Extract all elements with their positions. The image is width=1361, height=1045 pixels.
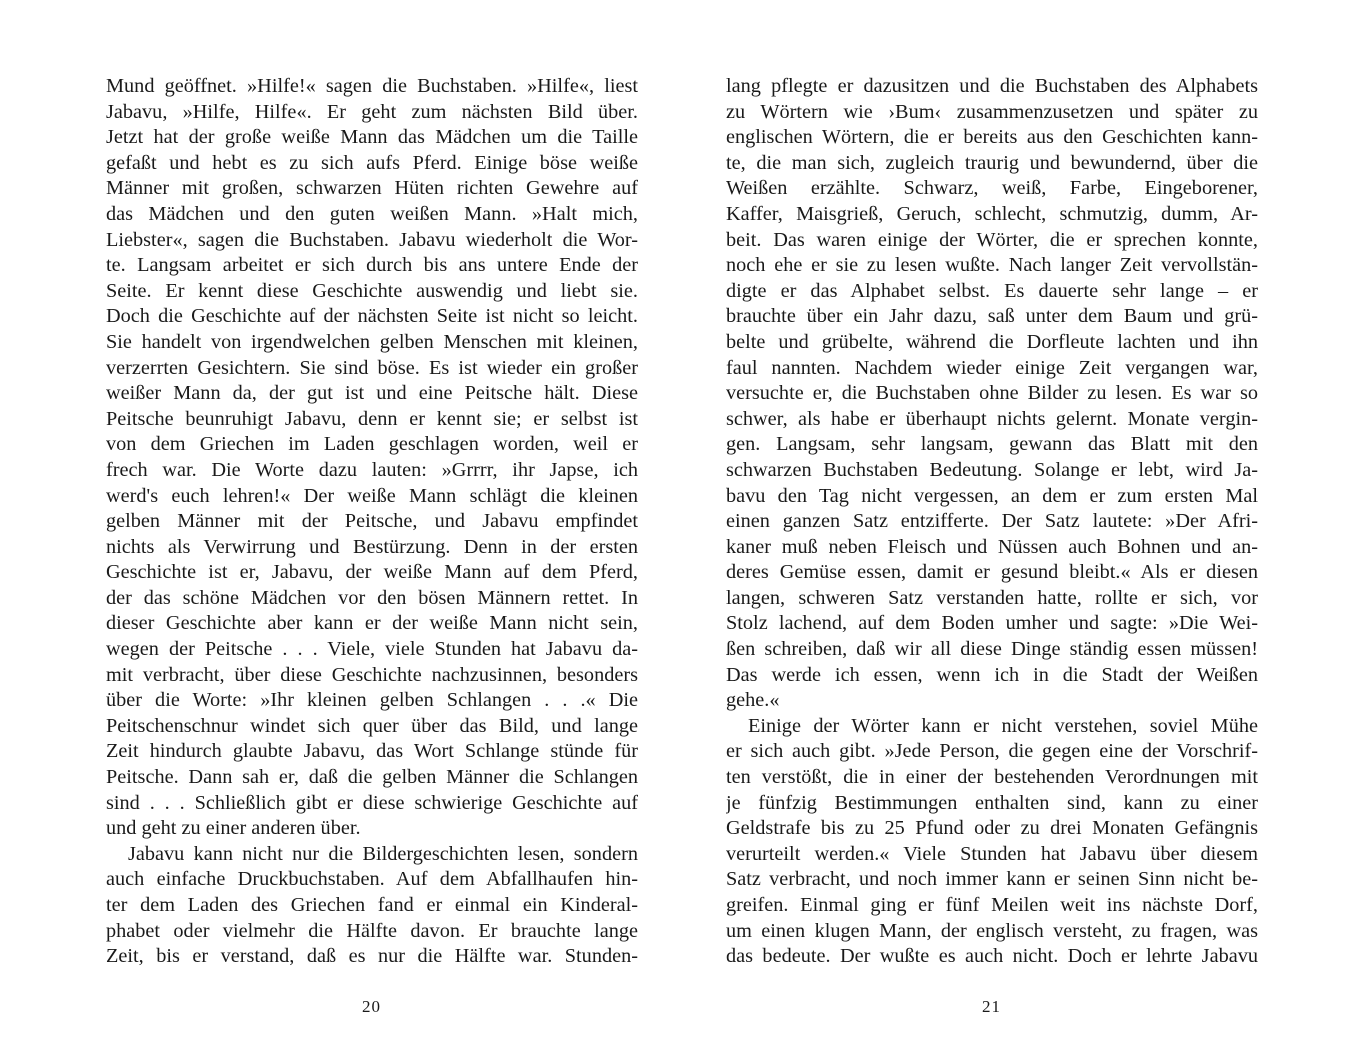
text-line: sind . . . Schließlich gibt er diese schwierige Geschichte auf <box>106 791 638 814</box>
text-line: deres Gemüse essen, damit er gesund bleibt.« Als er diesen <box>726 561 1258 584</box>
text-line: gelben Männer mit der Peitsche, und Jabavu empfindet <box>106 510 638 533</box>
text-line: Mund geöffnet. »Hilfe!« sagen die Buchstaben. »Hilfe«, liest <box>106 75 638 97</box>
text-line: greifen. Einmal ging er fünf Meilen weit ins nächste Dorf, <box>726 894 1258 916</box>
text-line: beit. Das waren einige der Wörter, die er sprechen konnte, <box>726 228 1258 251</box>
text-line: Kaffer, Maisgrieß, Geruch, schlecht, schmutzig, dumm, Ar- <box>726 202 1258 225</box>
text-line: ßen schreiben, daß wir all diese Dinge ständig essen müssen! <box>726 638 1258 661</box>
text-line: Satz verbracht, und noch immer kann er seinen Sinn nicht be- <box>726 868 1258 891</box>
page-number-right: 21 <box>982 997 1001 1016</box>
text-line: weißer Mann da, der gut ist und eine Peitsche hält. Diese <box>106 382 638 405</box>
text-line: nichts als Verwirrung und Bestürzung. Denn in der ersten <box>106 535 638 558</box>
text-line: der das schöne Mädchen vor den bösen Männern rettet. In <box>106 586 638 609</box>
text-line: Peitsche beunruhigt Jabavu, denn er kennt sie; er selbst ist <box>106 407 638 430</box>
text-line: schwarzen Buchstaben Bedeutung. Solange er lebt, wird Ja- <box>726 458 1258 481</box>
text-line: frech war. Die Worte dazu lauten: »Grrrr, ihr Japse, ich <box>106 458 638 481</box>
text-line: das bedeute. Der wußte es auch nicht. Doch er lehrte Jabavu <box>726 945 1258 968</box>
paragraph-start-line: Einige der Wörter kann er nicht verstehen, soviel Mühe <box>748 714 1258 737</box>
text-line: lang pflegte er dazusitzen und die Buchstaben des Alphabets <box>726 75 1258 97</box>
paragraph-end-line: und geht zu einer anderen über. <box>106 817 361 840</box>
text-line: verurteilt werden.« Viele Stunden hat Jabavu über diesem <box>726 842 1258 865</box>
text-line: englischen Wörtern, die er bereits aus den Geschichten kann- <box>726 126 1258 149</box>
text-line: faul nannten. Nachdem wieder einige Zeit vergangen war, <box>726 356 1258 379</box>
text-line: langen, schweren Satz verstanden hatte, rollte er sich, vor <box>726 586 1258 609</box>
text-line: Geldstrafe bis zu 25 Pfund oder zu drei Monaten Gefängnis <box>726 817 1258 840</box>
text-line: um einen klugen Mann, der englisch versteht, zu fragen, was <box>726 919 1258 942</box>
text-line: Jetzt hat der große weiße Mann das Mädchen um die Taille <box>106 126 638 149</box>
text-line: noch ehe er sie zu lesen wußte. Nach langer Zeit vervollstän- <box>726 254 1258 277</box>
text-line: bavu den Tag nicht vergessen, an dem er zum ersten Mal <box>726 484 1258 507</box>
text-line: gefaßt und hebt es zu sich aufs Pferd. Einige böse weiße <box>106 151 638 174</box>
text-line: einen ganzen Satz entzifferte. Der Satz lautete: »Der Afri- <box>726 510 1258 533</box>
text-line: auch einfache Druckbuchstaben. Auf dem Abfallhaufen hin- <box>106 868 638 891</box>
text-line: Sie handelt von irgendwelchen gelben Menschen mit kleinen, <box>106 330 638 353</box>
text-line: je fünfzig Bestimmungen enthalten sind, kann zu einer <box>726 791 1258 814</box>
text-line: Peitschenschnur windet sich quer über das Bild, und lange <box>106 714 638 737</box>
right-page-text <box>726 74 1258 970</box>
text-line: belte und grübelte, während die Dorfleute lachten und ihn <box>726 330 1258 353</box>
text-line: Geschichte ist er, Jabavu, der weiße Mann auf dem Pferd, <box>106 561 638 584</box>
text-line: versuchte er, die Buchstaben ohne Bilder zu lesen. Es war so <box>726 382 1258 405</box>
text-line: Männer mit großen, schwarzen Hüten richten Gewehre auf <box>106 177 638 200</box>
text-line: er sich auch gibt. »Jede Person, die gegen eine der Vorschrif- <box>726 740 1258 763</box>
text-line: kaner muß neben Fleisch und Nüssen auch Bohnen und an- <box>726 535 1258 558</box>
text-line: brauchte über ein Jahr dazu, saß unter dem Baum und grü- <box>726 305 1258 328</box>
text-line: te. Langsam arbeitet er sich durch bis ans untere Ende der <box>106 254 638 277</box>
text-line: Doch die Geschichte auf der nächsten Seite ist nicht so leicht. <box>106 305 638 328</box>
text-line: das Mädchen und den guten weißen Mann. »Halt mich, <box>106 202 638 225</box>
text-line: gen. Langsam, sehr langsam, gewann das Blatt mit den <box>726 433 1258 456</box>
text-line: werd's euch lehren!« Der weiße Mann schlägt die kleinen <box>106 484 638 507</box>
text-line: schwer, als habe er überhaupt nichts gelernt. Monate vergin- <box>726 407 1258 430</box>
text-line: Weißen erzählte. Schwarz, weiß, Farbe, Eingeborener, <box>726 177 1258 200</box>
paragraph-start-line: Jabavu kann nicht nur die Bildergeschichten lesen, sondern <box>128 842 638 865</box>
text-line: Stolz lachend, auf dem Boden umher und sagte: »Die Wei- <box>726 612 1258 635</box>
text-line: Zeit, bis er verstand, daß es nur die Hälfte war. Stunden- <box>106 945 638 968</box>
text-line: te, die man sich, zugleich traurig und bewundernd, über die <box>726 151 1258 174</box>
text-line: Peitsche. Dann sah er, daß die gelben Männer die Schlangen <box>106 766 638 789</box>
text-line: Liebster«, sagen die Buchstaben. Jabavu wiederholt die Wor- <box>106 228 638 251</box>
left-page-text <box>106 74 638 970</box>
text-line: Jabavu, »Hilfe, Hilfe«. Er geht zum nächsten Bild über. <box>106 100 638 123</box>
text-line: von dem Griechen im Laden geschlagen worden, weil er <box>106 433 638 456</box>
text-line: wegen der Peitsche . . . Viele, viele Stunden hat Jabavu da- <box>106 638 638 661</box>
paragraph-end-line: gehe.« <box>726 689 780 712</box>
text-line: digte er das Alphabet selbst. Es dauerte sehr lange – er <box>726 279 1258 302</box>
text-line: mit verbracht, über diese Geschichte nachzusinnen, besonders <box>106 663 638 686</box>
page-number-left: 20 <box>362 997 381 1016</box>
text-line: verzerrten Gesichtern. Sie sind böse. Es ist wieder ein großer <box>106 356 638 379</box>
text-line: Zeit hindurch glaubte Jabavu, das Wort Schlange stünde für <box>106 740 638 763</box>
text-line: über die Worte: »Ihr kleinen gelben Schlangen . . .« Die <box>106 689 638 712</box>
text-line: Das werde ich essen, wenn ich in die Stadt der Weißen <box>726 663 1258 686</box>
text-line: phabet oder vielmehr die Hälfte davon. Er brauchte lange <box>106 919 638 942</box>
text-line: ter dem Laden des Griechen fand er einmal ein Kinderal- <box>106 894 638 916</box>
text-line: zu Wörtern wie ›Bum‹ zusammenzusetzen und später zu <box>726 100 1258 123</box>
text-line: ten verstößt, die in einer der bestehenden Verordnungen mit <box>726 766 1258 789</box>
text-line: dieser Geschichte aber kann er der weiße Mann nicht sein, <box>106 612 638 635</box>
text-line: Seite. Er kennt diese Geschichte auswendig und liebt sie. <box>106 279 638 302</box>
